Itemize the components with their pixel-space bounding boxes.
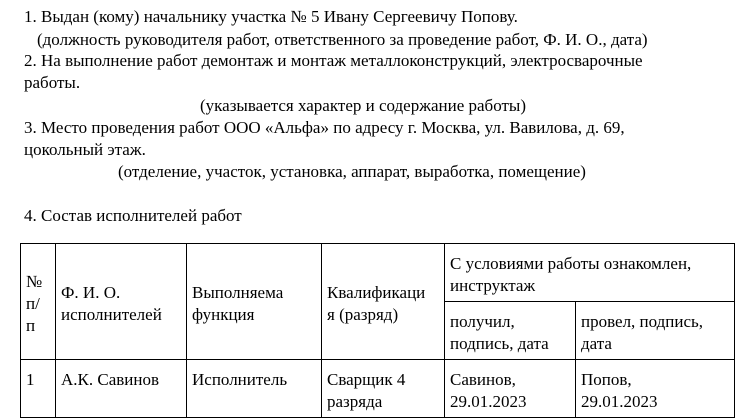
header-conducted: провел, подпись, дата (576, 302, 735, 360)
item1-text: 1. Выдан (кому) начальнику участка № 5 Ивану Сергеевичу Попову. (24, 7, 518, 26)
item1-note: (должность руководителя работ, ответственного за проведение работ, Ф. И. О., дата) (37, 30, 648, 49)
item3-note: (отделение, участок, установка, аппарат, выработка, помещение) (118, 162, 586, 181)
header-instruction: С условиями работы ознакомлен, инструктаж (445, 244, 735, 302)
item4-title: 4. Состав исполнителей работ (24, 206, 242, 225)
row-name: А.К. Савинов (56, 360, 187, 418)
header-num: № п/ п (21, 244, 56, 360)
header-qualification: Квалификаци я (разряд) (322, 244, 445, 360)
row-conducted: Попов, 29.01.2023 (576, 360, 735, 418)
item2-line1: 2. На выполнение работ демонтаж и монтаж металлоконструкций, электросварочные (24, 51, 643, 70)
row-qualification: Сварщик 4 разряда (322, 360, 445, 418)
row-function: Исполнитель (187, 360, 322, 418)
header-received: получил, подпись, дата (445, 302, 576, 360)
item2-note: (указывается характер и содержание работы) (200, 96, 526, 115)
item3-line1: 3. Место проведения работ ООО «Альфа» по адресу г. Москва, ул. Вавилова, д. 69, (24, 118, 625, 137)
header-name: Ф. И. О. исполнителей (56, 244, 187, 360)
item2-line2: работы. (24, 73, 81, 92)
table-header-row (21, 244, 735, 302)
header-function: Выполняема функция (187, 244, 322, 360)
row-num: 1 (21, 360, 56, 418)
table-row (21, 360, 735, 418)
performers-table (20, 243, 735, 418)
row-received: Савинов, 29.01.2023 (445, 360, 576, 418)
item3-line2: цокольный этаж. (24, 140, 146, 159)
